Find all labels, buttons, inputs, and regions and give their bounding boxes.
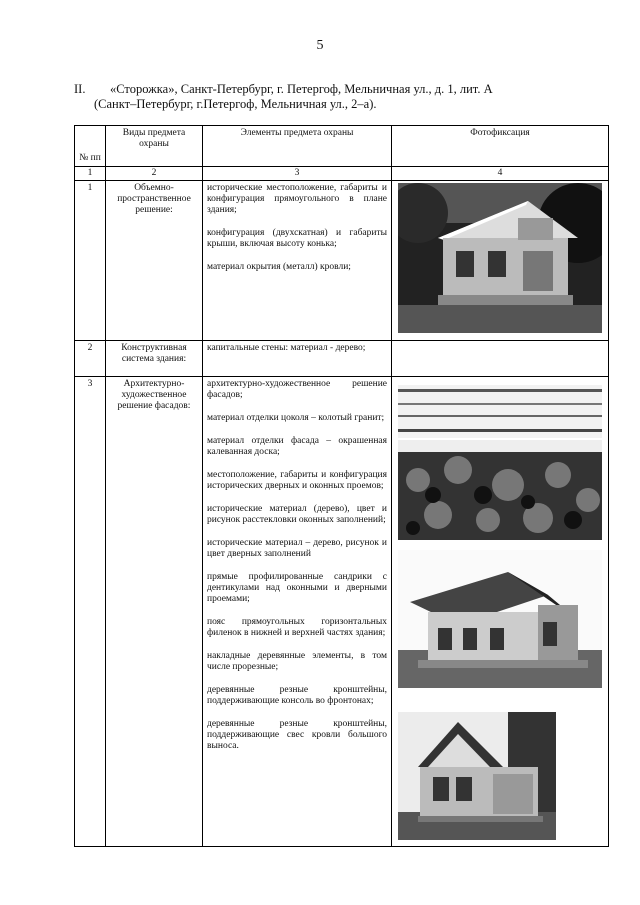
row-num: 2 [75,341,106,377]
element-item: исторические местоположение, габариты и конфигурация прямоугольного в плане здания; [207,183,387,215]
element-item: материал отделки фасада – окрашенная калеванная доска; [207,436,387,457]
element-item: материал отделки цоколя – колотый гранит; [207,413,385,423]
element-item: прямые профилированные сандрики с дентикулами над оконными и дверными проемами; [207,572,387,604]
heading-line-2: (Санкт–Петербург, г.Петергоф, Мельничная ул., 2–а). [94,97,377,111]
index-cell: 3 [203,167,392,181]
table-row [75,341,609,377]
photo-cell [392,341,609,377]
element-item: деревянные резные кронштейны, поддерживающие консоль во фронтонах; [207,685,387,706]
house-photo-3 [398,712,556,840]
element-item: архитектурно-художественное решение фасадов; [207,379,387,400]
row-elements [203,181,392,341]
row-num: 1 [75,181,106,341]
row-elements [203,377,392,847]
header-num: № пп [75,126,106,167]
element-item: исторические материал – дерево, рисунок и цвет дверных заполнений [207,538,387,559]
house-photo-1 [398,183,602,333]
index-cell: 4 [392,167,609,181]
element-item: капитальные стены: материал - дерево; [207,343,366,353]
element-item: накладные деревянные элементы, в том числе прорезные; [207,651,387,672]
row-num: 3 [75,377,106,847]
element-item: пояс прямоугольных горизонтальных филенок в нижней и верхней частях здания; [207,617,387,638]
element-item: исторические материал (дерево), цвет и рисунок расстекловки оконных заполнений; [207,504,387,525]
row-type: Архитектурно-художественное решение фасадов: [106,377,203,847]
row-elements [203,341,392,377]
element-item: деревянные резные кронштейны, поддерживающие свес кровли большого выноса. [207,719,387,751]
heading-line-1: «Сторожка», Санкт-Петербург, г. Петергоф, Мельничная ул., д. 1, лит. А [110,82,493,96]
house-photo-2 [398,550,602,688]
header-type: Виды предмета охраны [106,126,203,167]
section-heading [74,82,554,112]
element-item: материал окрытия (металл) кровли; [207,262,351,272]
index-cell: 2 [106,167,203,181]
plinth-detail-photo [398,385,602,438]
element-item: конфигурация (двухскатная) и габариты крыши, включая высоту конька; [207,228,387,249]
element-item: местоположение, габариты и конфигурация исторических дверных и оконных проемов; [207,470,387,491]
section-roman-numeral: II. [74,82,86,96]
header-photo: Фотофиксация [392,126,609,167]
page-number: 5 [316,38,324,53]
row-type: Объемно-пространственное решение: [106,181,203,341]
row-type: Конструктивная система здания: [106,341,203,377]
index-row [75,167,609,181]
index-cell: 1 [75,167,106,181]
facade-texture-photo [398,440,602,540]
header-elements: Элементы предмета охраны [203,126,392,167]
